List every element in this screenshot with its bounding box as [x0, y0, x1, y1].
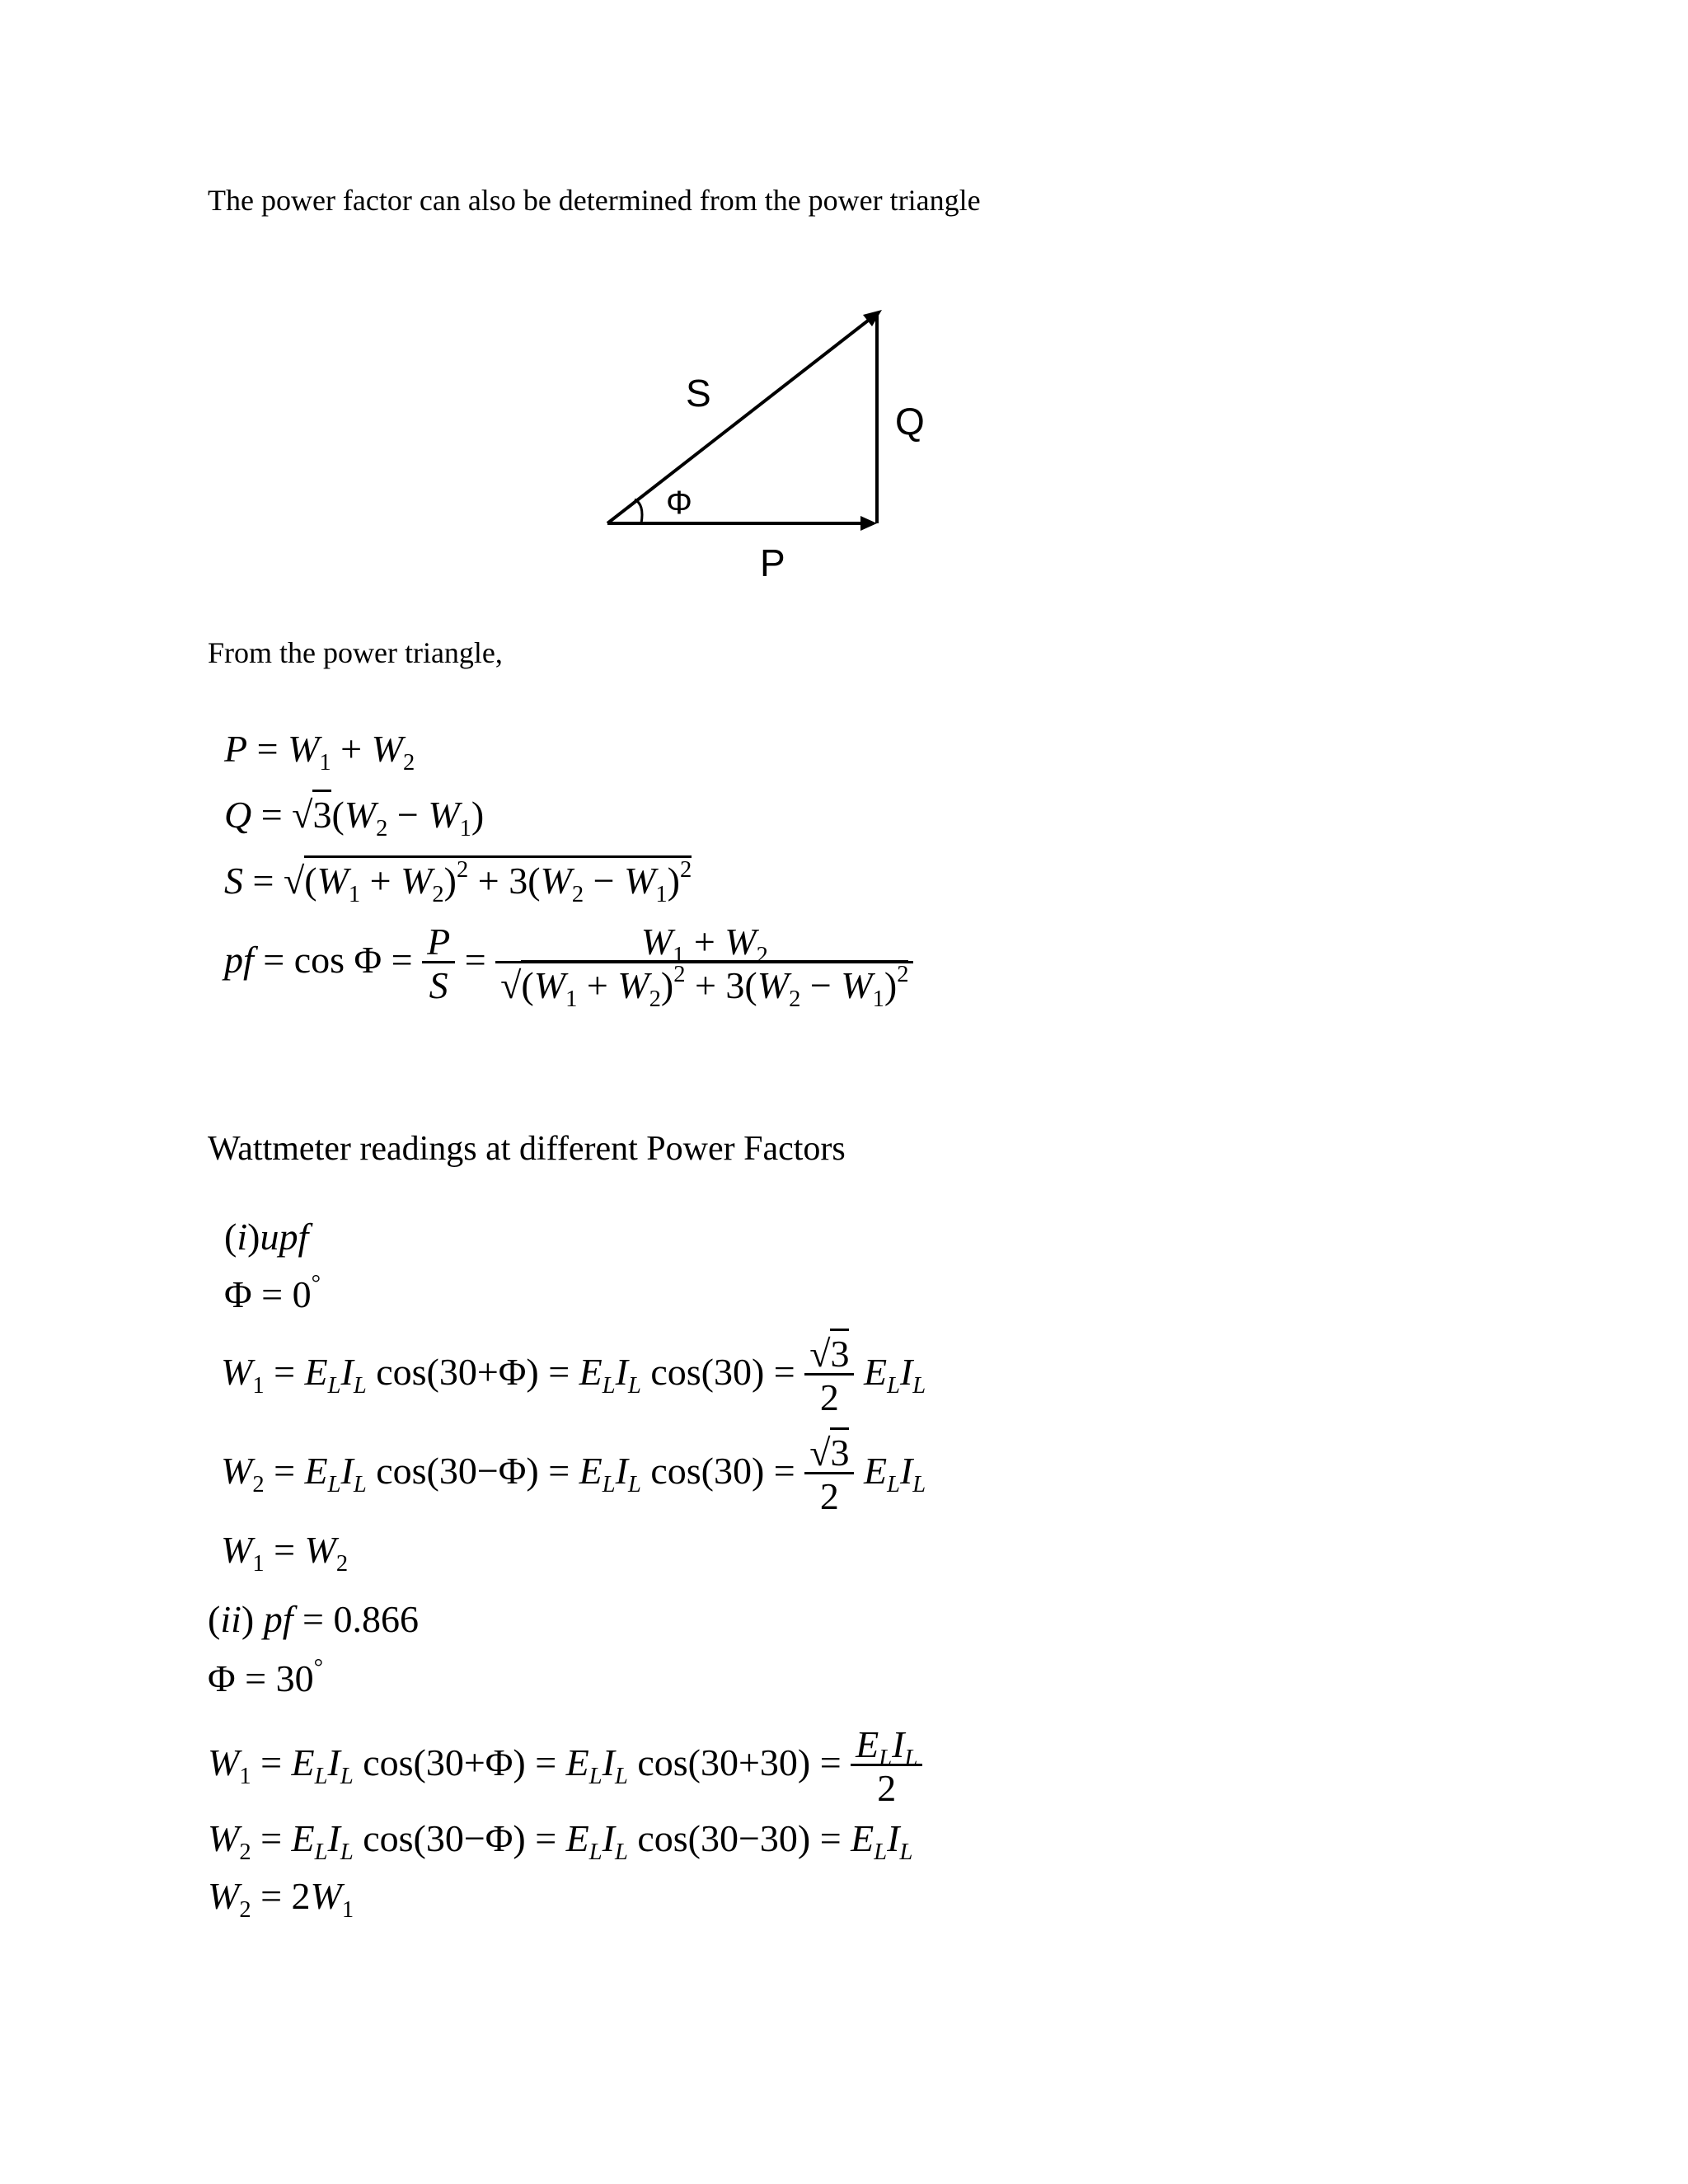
case1-equality: $W_1 = W_2$ [221, 1529, 349, 1577]
intro-paragraph: The power factor can also be determined from the power triangle [208, 184, 981, 217]
fraction-sqrt3-over-2: $\frac{√3}{2}$ [804, 1335, 854, 1417]
case2-relation: $W_2 = 2W_1$ [208, 1875, 354, 1923]
case2-label: (ii) pf = 0.866 [208, 1598, 419, 1640]
case1-w2-equation: $W_2 = E_LI_L$ $\cos(30-\Phi) = E_LI_L$ cos(30) = $\frac{√3}{2}$ $E_LI_L$ [221, 1434, 926, 1516]
case2-phi: Φ = 30° [208, 1655, 323, 1699]
equation-pf: pf = cos Φ = $\frac{P}{S}$ = $\frac{W_1 + W_2}{√(W_1 + W_2)^2 + 3(W_2 - W_1)^2}$ [224, 923, 913, 1005]
from-triangle-text: From the power triangle, [208, 636, 503, 669]
fraction-sqrt3-over-2: $\frac{√3}{2}$ [804, 1434, 854, 1516]
equation-p: $P = W_1 + W_2$ [224, 728, 415, 776]
case2-w1-equation: $W_1 = E_LI_L$ $\cos(30+\Phi) = E_LI_L$ cos(30+30) = $\frac{E_LI_L}{2}$ [208, 1726, 922, 1807]
case1-label: (i)upf [224, 1216, 309, 1258]
case2-w2-equation: $W_2 = E_LI_L$ $\cos(30-\Phi) = E_LI_L$ $\cos(30-30) = E_LI_L$ [208, 1817, 913, 1865]
equation-s: $S = √(W_1 + W_2)^2 + 3(W_2 - W_1)^2$ [224, 862, 692, 900]
arrowhead-p [860, 516, 877, 531]
hypotenuse-s-line [607, 315, 875, 523]
fraction-pf-expanded: $\frac{W_1 + W_2}{√(W_1 + W_2)^2 + 3(W_2 - W_1)^2}$ [495, 923, 913, 1005]
triangle-label-q: Q [895, 400, 925, 443]
fraction-p-over-s: $\frac{P}{S}$ [422, 923, 455, 1005]
section-heading: Wattmeter readings at different Power Factors [208, 1130, 846, 1168]
triangle-label-p: P [760, 541, 785, 584]
case1-phi: Φ = 0° [224, 1271, 321, 1315]
equation-q: $Q = √3(W_2 - W_1)$ [224, 796, 484, 834]
fraction-elil-over-2: $\frac{E_LI_L}{2}$ [851, 1726, 922, 1807]
triangle-label-s: S [686, 372, 711, 415]
triangle-label-phi: Φ [666, 485, 692, 521]
case1-w1-equation: $W_1 = E_LI_L$ $\cos(30+\Phi) = E_LI_L$ cos(30) = $\frac{√3}{2}$ $E_LI_L$ [221, 1335, 926, 1417]
